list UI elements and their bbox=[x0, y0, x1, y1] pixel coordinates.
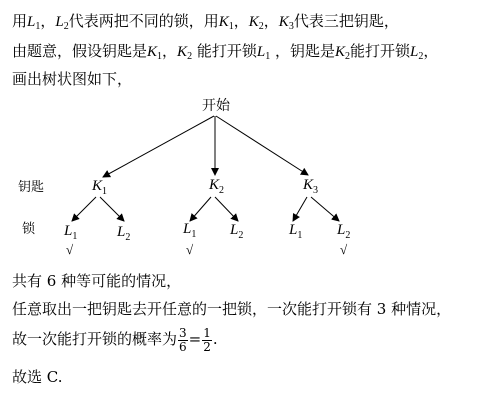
key-k1: $K_1$ bbox=[218, 14, 234, 32]
tree-root: 开始 bbox=[202, 99, 230, 114]
check-mark-6: √ bbox=[340, 242, 348, 257]
row-label-locks: 锁 bbox=[22, 221, 36, 236]
key-k2: $K_2$ bbox=[248, 14, 264, 32]
check-mark-3: √ bbox=[186, 242, 194, 257]
lock-l2: $L_2$ bbox=[55, 14, 69, 32]
key-node-k1: $K_1$ bbox=[92, 178, 108, 197]
conclusion-line-3: 故一次能打开锁的概率为 $\frac{3}{6}$ = $\frac{1}{2}$ . bbox=[12, 325, 218, 354]
lock-node-4: $L_2$ bbox=[230, 222, 244, 241]
edge-k1-l1 bbox=[72, 197, 96, 221]
lock-node-1: $L_1$ bbox=[64, 223, 78, 242]
lock-node-2: $L_2$ bbox=[117, 224, 131, 243]
edge-root-k1 bbox=[103, 116, 214, 177]
fraction-3-6: $\frac{3}{6}$ bbox=[179, 325, 187, 354]
fraction-1-2: $\frac{1}{2}$ bbox=[203, 325, 211, 354]
key-k2: $K_2$ bbox=[335, 44, 351, 62]
conclusion-line-4: 故选 C. bbox=[12, 368, 63, 386]
lock-node-6: $L_2$ bbox=[337, 222, 351, 241]
conclusion-line-1: 共有 6 种等可能的情况， bbox=[12, 272, 182, 290]
lock-node-5: $L_1$ bbox=[289, 222, 303, 241]
conclusion-line-2: 任意取出一把钥匙去开任意的一把锁，一次能打开锁有 3 种情况， bbox=[12, 300, 452, 318]
edge-k2-l2 bbox=[215, 197, 238, 221]
edge-k3-l1 bbox=[293, 197, 307, 221]
intro-line-3: 画出树状图如下， bbox=[12, 70, 133, 88]
edge-k3-l2 bbox=[311, 197, 339, 221]
lock-l1: $L_1$ bbox=[27, 14, 41, 32]
edge-k2-l1 bbox=[190, 197, 211, 221]
row-label-keys: 钥匙 bbox=[18, 179, 45, 194]
key-k3: $K_3$ bbox=[278, 14, 294, 32]
edge-k1-l2 bbox=[100, 197, 124, 221]
edge-root-k3 bbox=[216, 116, 308, 175]
key-k1: $K_1$ bbox=[147, 44, 163, 62]
key-node-k2: $K_2$ bbox=[209, 177, 225, 196]
check-mark-1: √ bbox=[66, 242, 74, 257]
text: 用 bbox=[12, 12, 28, 30]
key-k2: $K_2$ bbox=[177, 44, 193, 62]
lock-l1: $L_1$ bbox=[256, 44, 271, 62]
key-node-k3: $K_3$ bbox=[303, 177, 319, 196]
lock-l2: $L_2$ bbox=[410, 44, 424, 62]
intro-line-2: 由题意，假设钥匙是$K_1$，$K_2$ 能打开锁$L_1$ ，钥匙是$K_2$能打开锁$L_2$， bbox=[12, 42, 439, 62]
lock-node-3: $L_1$ bbox=[183, 221, 197, 240]
intro-line-1: 用$L_1$，$L_2$代表两把不同的锁，用$K_1$，$K_2$，$K_3$代表三把钥匙， bbox=[12, 12, 399, 32]
